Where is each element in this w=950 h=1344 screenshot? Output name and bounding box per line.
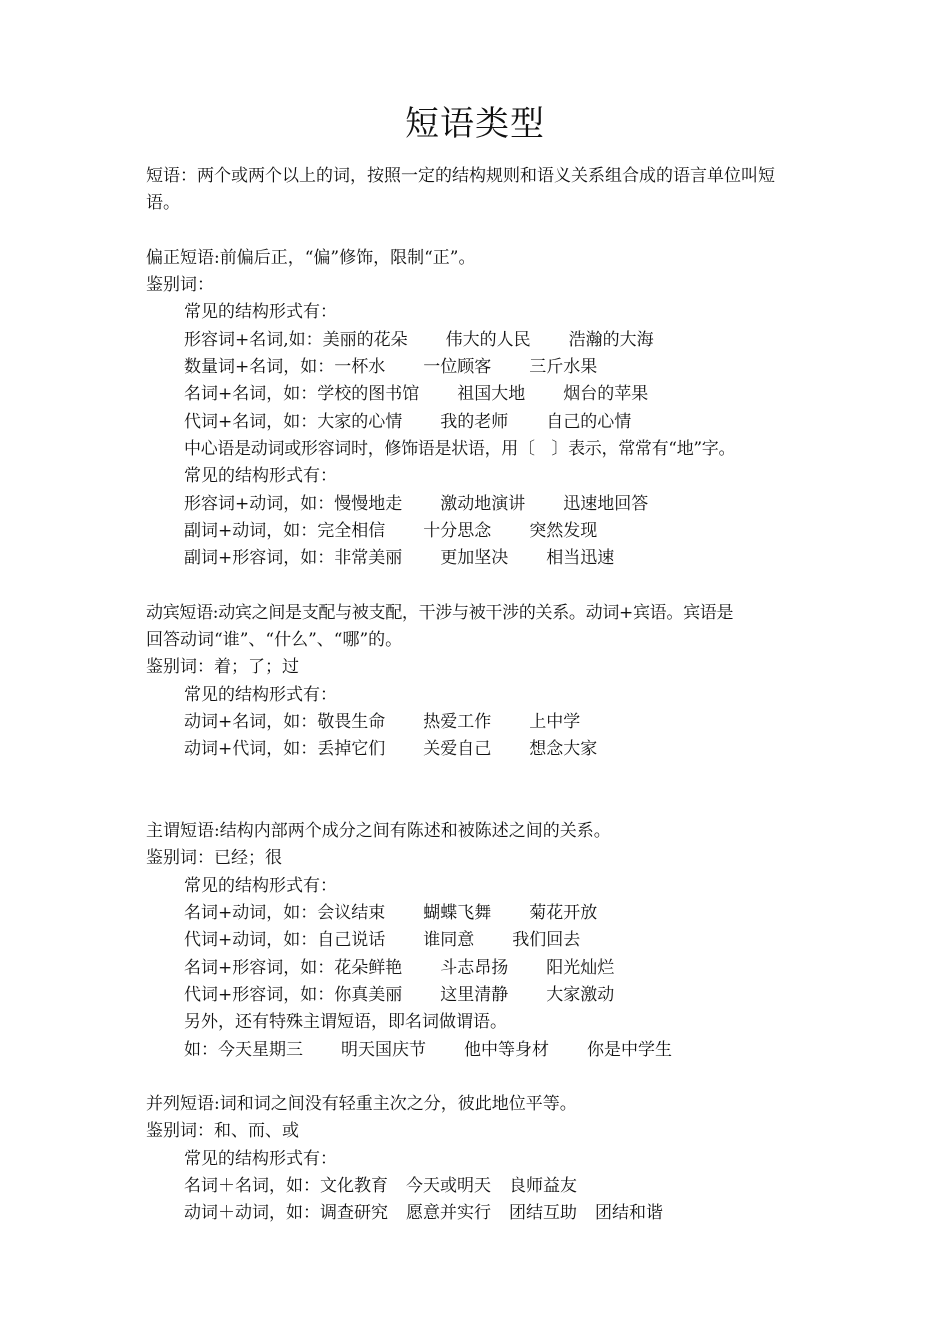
row-example: 学校的图书馆 bbox=[317, 384, 420, 405]
row-example: 完全相信 bbox=[317, 520, 386, 541]
row-pattern: 动词+代词，如： bbox=[184, 739, 318, 760]
row-example: 阳光灿烂 bbox=[546, 957, 615, 978]
row-example: 自己说话 bbox=[317, 930, 386, 951]
pianzheng-forms-label-2: 常见的结构形式有： bbox=[184, 466, 337, 487]
row-pattern: 名词+动词，如： bbox=[184, 903, 318, 924]
row-example: 浩瀚的大海 bbox=[568, 329, 654, 350]
zhuwei-heading: 主谓短语:结构内部两个成分之间有陈述和被陈述之间的关系。 bbox=[146, 821, 611, 842]
row-pattern: 名词＋名词，如： bbox=[184, 1175, 320, 1196]
row-pattern: 代词+形容词，如： bbox=[184, 984, 335, 1005]
example-row bbox=[146, 381, 816, 408]
row-example: 今天或明天 bbox=[406, 1175, 491, 1196]
row-example: 调查研究 bbox=[320, 1203, 388, 1224]
row-example: 慢慢地走 bbox=[334, 493, 403, 514]
row-example: 愿意并实行 bbox=[406, 1203, 491, 1224]
row-example: 想念大家 bbox=[529, 739, 598, 760]
row-example: 花朵鲜艳 bbox=[334, 957, 403, 978]
example-row bbox=[146, 900, 816, 927]
row-example: 伟大的人民 bbox=[445, 329, 531, 350]
row-example: 大家的心情 bbox=[317, 411, 403, 432]
row-pattern: 动词+名词，如： bbox=[184, 711, 318, 732]
row-example: 一位顾客 bbox=[423, 357, 492, 378]
row-example: 蝴蝶飞舞 bbox=[423, 903, 492, 924]
example-row bbox=[146, 982, 816, 1009]
row-example: 上中学 bbox=[529, 711, 581, 732]
row-pattern: 代词+名词，如： bbox=[184, 411, 318, 432]
row-pattern: 形容词+动词，如： bbox=[184, 493, 335, 514]
example-row bbox=[146, 709, 816, 736]
example-row bbox=[146, 1037, 816, 1064]
row-pattern: 如： bbox=[184, 1039, 218, 1060]
row-example: 美丽的花朵 bbox=[322, 329, 408, 350]
definition-paragraph: 短语：两个或两个以上的词，按照一定的结构规则和语义关系组合成的语言单位叫短语。 bbox=[146, 166, 775, 214]
dongbin-heading-cont: 回答动词“谁”、“什么”、“哪”的。 bbox=[146, 630, 403, 651]
pianzheng-heading: 偏正短语:前偏后正，“偏”修饰，限制“正”。 bbox=[146, 247, 476, 268]
row-example: 团结和谐 bbox=[595, 1203, 663, 1224]
row-example: 今天星期三 bbox=[218, 1039, 303, 1060]
example-row bbox=[146, 955, 816, 982]
row-pattern: 副词+形容词，如： bbox=[184, 548, 335, 569]
spacer bbox=[146, 572, 816, 599]
row-example: 这里清静 bbox=[440, 984, 509, 1005]
row-pattern: 动词＋动词，如： bbox=[184, 1203, 320, 1224]
row-example: 斗志昂扬 bbox=[440, 957, 509, 978]
row-example: 你是中学生 bbox=[587, 1039, 672, 1060]
row-pattern: 代词+动词，如： bbox=[184, 930, 318, 951]
row-pattern: 数量词+名词，如： bbox=[184, 357, 335, 378]
row-example: 良师益友 bbox=[509, 1175, 577, 1196]
binglie-forms-label: 常见的结构形式有： bbox=[184, 1148, 337, 1169]
row-pattern: 形容词+名词,如： bbox=[184, 329, 323, 350]
pianzheng-identify: 鉴别词： bbox=[146, 275, 214, 296]
row-example: 相当迅速 bbox=[546, 548, 615, 569]
row-example: 我们回去 bbox=[512, 930, 581, 951]
row-example: 一杯水 bbox=[334, 357, 386, 378]
spacer bbox=[146, 764, 816, 819]
row-example: 敬畏生命 bbox=[317, 711, 386, 732]
example-row bbox=[146, 1200, 816, 1227]
example-row bbox=[146, 491, 816, 518]
row-example: 明天国庆节 bbox=[341, 1039, 426, 1060]
zhuwei-special-note: 另外，还有特殊主谓短语，即名词做谓语。 bbox=[184, 1012, 507, 1033]
binglie-heading: 并列短语:词和词之间没有轻重主次之分，彼此地位平等。 bbox=[146, 1094, 577, 1115]
row-example: 三斤水果 bbox=[529, 357, 598, 378]
row-pattern: 名词+形容词，如： bbox=[184, 957, 335, 978]
example-row bbox=[146, 409, 816, 436]
row-example: 他中等身材 bbox=[464, 1039, 549, 1060]
dongbin-identify: 鉴别词：着；了；过 bbox=[146, 657, 299, 678]
row-example: 激动地演讲 bbox=[440, 493, 526, 514]
row-example: 谁同意 bbox=[423, 930, 475, 951]
row-example: 热爱工作 bbox=[423, 711, 492, 732]
document-body bbox=[146, 163, 816, 1228]
row-example: 突然发现 bbox=[529, 520, 598, 541]
row-example: 自己的心情 bbox=[546, 411, 632, 432]
example-row bbox=[146, 518, 816, 545]
row-example: 关爱自己 bbox=[423, 739, 492, 760]
row-example: 祖国大地 bbox=[457, 384, 526, 405]
row-example: 菊花开放 bbox=[529, 903, 598, 924]
row-example: 文化教育 bbox=[320, 1175, 388, 1196]
pianzheng-center-note: 中心语是动词或形容词时，修饰语是状语，用〔 〕表示，常常有“地”字。 bbox=[184, 438, 736, 459]
spacer bbox=[146, 1064, 816, 1091]
row-example: 我的老师 bbox=[440, 411, 509, 432]
example-row bbox=[146, 736, 816, 763]
row-example: 丢掉它们 bbox=[317, 739, 386, 760]
row-example: 烟台的苹果 bbox=[563, 384, 649, 405]
binglie-identify: 鉴别词：和、而、或 bbox=[146, 1121, 299, 1142]
row-pattern: 名词+名词，如： bbox=[184, 384, 318, 405]
spacer bbox=[146, 218, 816, 245]
row-example: 更加坚决 bbox=[440, 548, 509, 569]
example-row bbox=[146, 545, 816, 572]
page-title: 短语类型 bbox=[405, 104, 545, 144]
row-example: 迅速地回答 bbox=[563, 493, 649, 514]
example-row bbox=[146, 354, 816, 381]
example-row bbox=[146, 927, 816, 954]
row-pattern: 副词+动词，如： bbox=[184, 520, 318, 541]
row-example: 十分思念 bbox=[423, 520, 492, 541]
dongbin-forms-label: 常见的结构形式有： bbox=[184, 684, 337, 705]
pianzheng-forms-label: 常见的结构形式有： bbox=[184, 302, 337, 323]
row-example: 非常美丽 bbox=[334, 548, 403, 569]
zhuwei-identify: 鉴别词：已经；很 bbox=[146, 848, 282, 869]
row-example: 会议结束 bbox=[317, 903, 386, 924]
example-row bbox=[146, 1173, 816, 1200]
dongbin-heading: 动宾短语:动宾之间是支配与被支配，干涉与被干涉的关系。动词+宾语。宾语是 bbox=[146, 602, 734, 623]
zhuwei-forms-label: 常见的结构形式有： bbox=[184, 875, 337, 896]
example-row bbox=[146, 327, 816, 354]
row-example: 你真美丽 bbox=[334, 984, 403, 1005]
row-example: 大家激动 bbox=[546, 984, 615, 1005]
row-example: 团结互助 bbox=[509, 1203, 577, 1224]
